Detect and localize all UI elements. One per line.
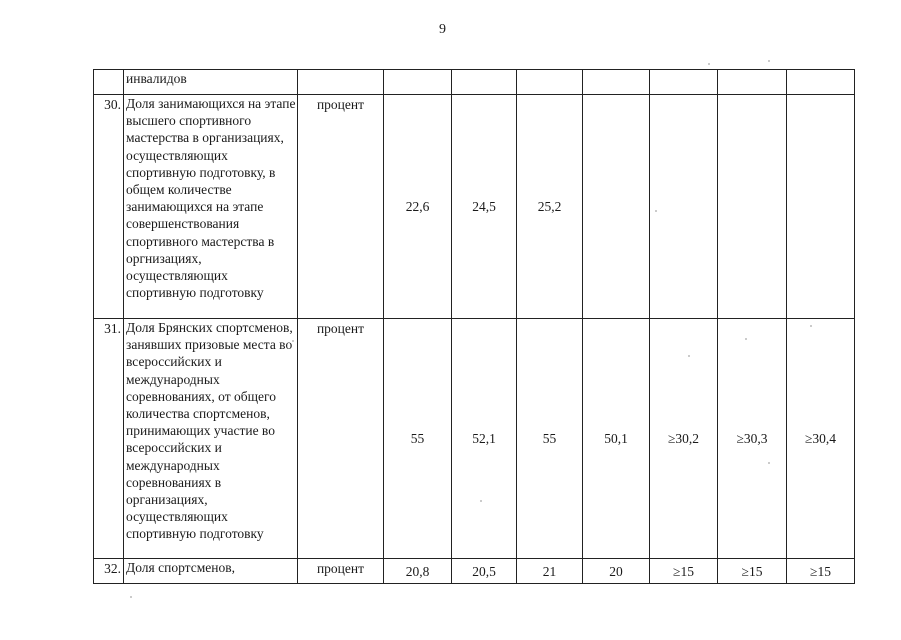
value-cell: ≥15: [787, 559, 855, 584]
scan-speck: [480, 500, 482, 502]
scan-speck: [768, 60, 770, 62]
indicators-table: [93, 69, 855, 584]
scan-speck: [688, 355, 690, 357]
unit-cell: процент: [298, 95, 384, 319]
scan-speck: [655, 210, 657, 212]
row-number: 30.: [94, 95, 124, 319]
table-row: [94, 559, 855, 584]
value-cell: [787, 95, 855, 319]
row-number: [94, 70, 124, 95]
table-row: [94, 319, 855, 559]
value-cell: ≥30,4: [787, 319, 855, 559]
scan-speck: [708, 63, 710, 65]
value-cell: ≥30,2: [650, 319, 718, 559]
value-cell: ≥15: [650, 559, 718, 584]
unit-cell: процент: [298, 319, 384, 559]
unit-cell: [298, 70, 384, 95]
value-cell: 24,5: [452, 95, 517, 319]
row-number: 32.: [94, 559, 124, 584]
value-cell: 50,1: [583, 319, 650, 559]
value-cell: [583, 95, 650, 319]
value-cell: 25,2: [517, 95, 583, 319]
value-cell: 21: [517, 559, 583, 584]
value-cell: [384, 70, 452, 95]
value-cell: 55: [517, 319, 583, 559]
value-cell: 55: [384, 319, 452, 559]
value-cell: [583, 70, 650, 95]
value-cell: [787, 70, 855, 95]
scan-speck: [810, 325, 812, 327]
value-cell: [650, 95, 718, 319]
value-cell: 20,8: [384, 559, 452, 584]
scan-speck: [768, 462, 770, 464]
value-cell: 20: [583, 559, 650, 584]
value-cell: 20,5: [452, 559, 517, 584]
scan-speck: [292, 340, 294, 342]
table-row: [94, 70, 855, 95]
value-cell: [517, 70, 583, 95]
indicator-name: Доля спортсменов,: [124, 559, 298, 584]
value-cell: [650, 70, 718, 95]
row-number: 31.: [94, 319, 124, 559]
page-number: 9: [439, 22, 446, 37]
value-cell: [452, 70, 517, 95]
scan-speck: [130, 596, 132, 598]
indicator-name: инвалидов: [124, 70, 298, 95]
table-row: [94, 95, 855, 319]
value-cell: ≥30,3: [718, 319, 787, 559]
value-cell: [718, 70, 787, 95]
indicator-name: Доля занимающихся на этапе высшего спортивного мастерства в организациях, осуществляющих спортивную подготовку, в общем количестве занимающихся на этапе совершенствования спортивного мастерства в оргнизациях, осуществляющих спортивную подготовку: [124, 95, 298, 319]
value-cell: ≥15: [718, 559, 787, 584]
scan-speck: [745, 338, 747, 340]
value-cell: 52,1: [452, 319, 517, 559]
unit-cell: процент: [298, 559, 384, 584]
indicator-name: Доля Брянских спортсменов, занявших призовые места во всероссийских и международных соревнованиях, от общего количества спортсменов, принимающих участие во всероссийских и международных соревнованиях в организациях, осуществляющих спортивную подготовку: [124, 319, 298, 559]
value-cell: 22,6: [384, 95, 452, 319]
value-cell: [718, 95, 787, 319]
